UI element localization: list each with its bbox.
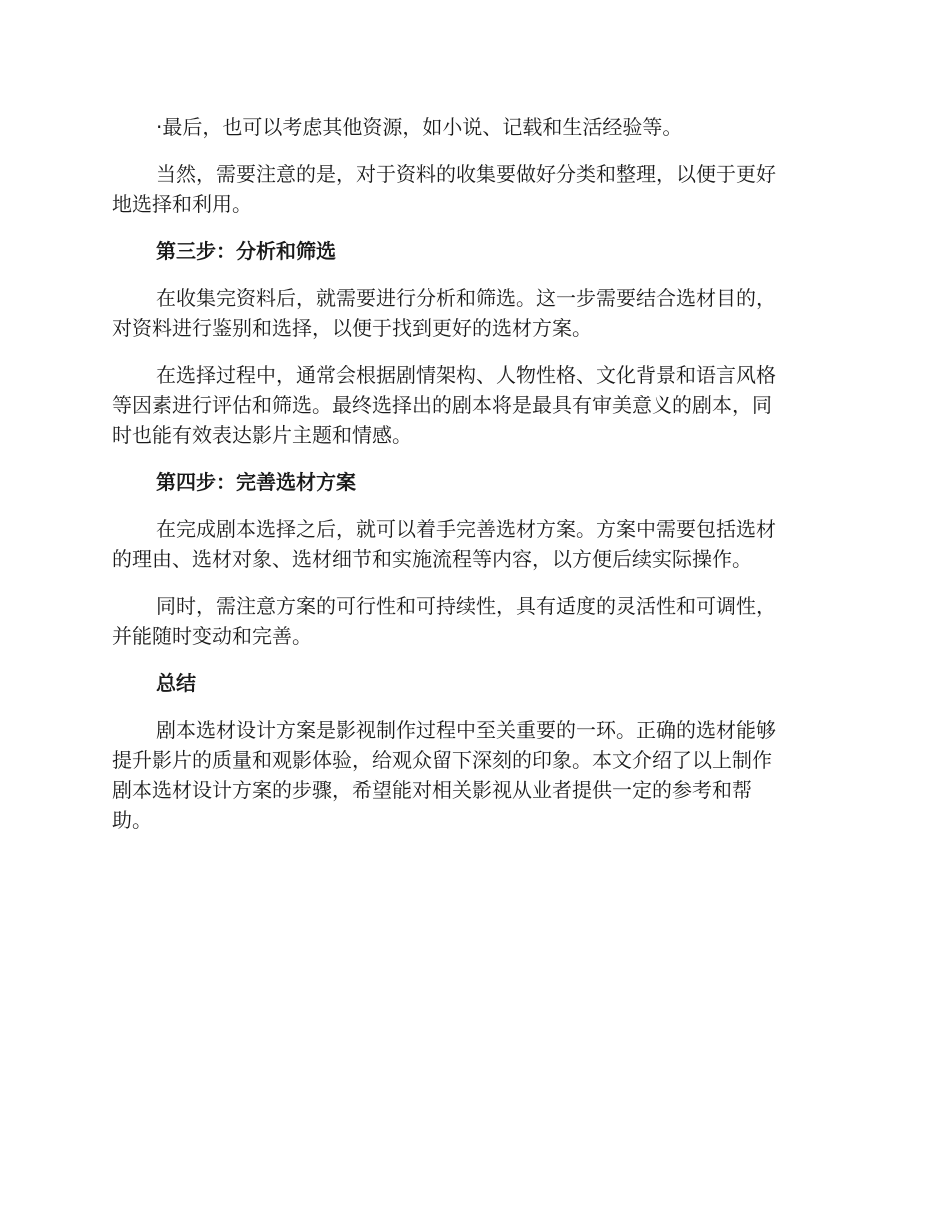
paragraph-step4-1	[112, 514, 834, 574]
paragraph-line: 提升影片的质量和观影体验，给观众留下深刻的印象。本文介绍了以上制作	[112, 748, 772, 772]
paragraph-line: 对资料进行鉴别和选择，以便于找到更好的选材方案。	[112, 316, 592, 340]
paragraph-summary	[112, 715, 834, 835]
paragraph-line: 在选择过程中，通常会根据剧情架构、人物性格、文化背景和语言风格	[156, 363, 776, 387]
bullet-item-last	[112, 112, 834, 142]
paragraph-line: 并能随时变动和完善。	[112, 624, 312, 648]
paragraph-step3-1	[112, 283, 834, 343]
paragraph-step4-2	[112, 591, 834, 651]
paragraph-line: 时也能有效表达影片主题和情感。	[112, 423, 412, 447]
paragraph-line: 同时，需注意方案的可行性和可持续性，具有适度的灵活性和可调性，	[156, 594, 776, 618]
paragraph-line: ·最后，也可以考虑其他资源，如小说、记载和生活经验等。	[156, 115, 683, 139]
paragraph-line: 在完成剧本选择之后，就可以着手完善选材方案。方案中需要包括选材	[156, 517, 776, 541]
paragraph-line: 剧本选材设计方案的步骤，希望能对相关影视从业者提供一定的参考和帮	[112, 778, 752, 802]
document-body	[112, 112, 834, 852]
section-heading-summary: 总结	[156, 671, 196, 695]
paragraph-line: 当然，需要注意的是，对于资料的收集要做好分类和整理，以便于更好	[156, 162, 776, 186]
section-heading-step4: 第四步：完善选材方案	[156, 470, 356, 494]
paragraph-line: 地选择和利用。	[112, 192, 252, 216]
section-heading-step3: 第三步：分析和筛选	[156, 239, 336, 263]
paragraph-line: 在收集完资料后，就需要进行分析和筛选。这一步需要结合选材目的，	[156, 286, 776, 310]
paragraph-line: 的理由、选材对象、选材细节和实施流程等内容，以方便后续实际操作。	[112, 547, 752, 571]
paragraph-step3-2	[112, 360, 834, 450]
paragraph-note	[112, 159, 834, 219]
paragraph-line: 等因素进行评估和筛选。最终选择出的剧本将是最具有审美意义的剧本，同	[112, 393, 772, 417]
paragraph-line: 剧本选材设计方案是影视制作过程中至关重要的一环。正确的选材能够	[156, 718, 776, 742]
paragraph-line: 助。	[112, 808, 152, 832]
